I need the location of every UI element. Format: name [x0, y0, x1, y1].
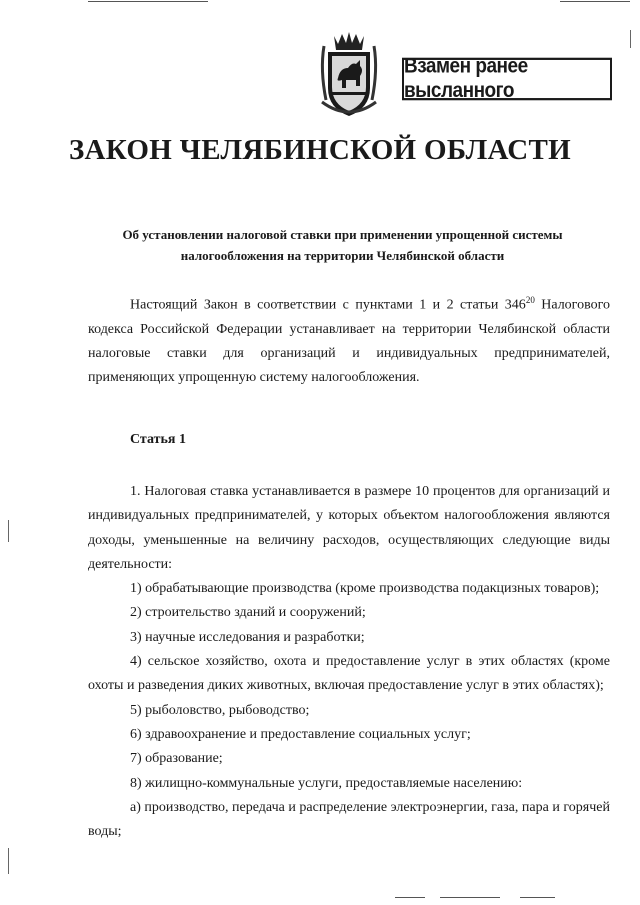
article-heading: Статья 1 [130, 432, 186, 447]
page-title: ЗАКОН ЧЕЛЯБИНСКОЙ ОБЛАСТИ [68, 134, 572, 166]
scan-top-line-right [560, 1, 630, 2]
scan-right-mark [630, 30, 631, 48]
chelyabinsk-coat-of-arms-icon [316, 30, 382, 120]
subtitle-line-1: Об установлении налоговой ставки при применении упрощенной системы [122, 227, 563, 242]
stamp-replacement: Взамен ранее высланного [402, 58, 612, 101]
list-item: 1) обрабатывающие производства (кроме производства подакцизных товаров); [130, 581, 600, 597]
list-item: 8) жилищно-коммунальные услуги, предоставляемые населению: [130, 775, 523, 791]
list-item: 7) образование; [130, 751, 223, 767]
paragraph: 1. Налоговая ставка устанавливается в размере 10 процентов для организаций и индивидуальных предпринимателей, у которых объектом налогообложения являются доходы, уменьшенные на величину расходов, осуществляющих следующие виды деятельности: [88, 484, 610, 572]
scan-bottom-line [395, 897, 425, 898]
list-item: 3) научные исследования и разработки; [130, 629, 365, 645]
article-number-superscript: 20 [525, 295, 535, 305]
article-content [88, 480, 610, 844]
scan-bottom-line-3 [520, 897, 555, 898]
scan-left-mark-lower [8, 848, 9, 874]
list-item: 6) здравоохранение и предоставление социальных услуг; [130, 726, 471, 742]
list-item: 4) сельское хозяйство, охота и предоставление услуг в этих областях (кроме охоты и разведения диких животных, включая предоставление услуг в этих областях); [88, 654, 610, 694]
intro-text-start: Настоящий Закон в соответствии с пунктами 1 и 2 статьи 346 [130, 297, 526, 313]
subtitle-line-2: налогообложения на территории Челябинской области [180, 248, 505, 263]
scan-bottom-line-2 [440, 897, 500, 898]
list-item: 2) строительство зданий и сооружений; [130, 605, 366, 621]
intro-text-end: Налогового кодекса Российской Федерации устанавливает на территории Челябинской области налоговые ставки для организаций и индивидуальных предпринимателей, применяющих упрощенную систему налогообложения. [88, 297, 610, 385]
document-subtitle [90, 224, 595, 266]
intro-paragraph [88, 288, 610, 390]
scan-top-line [88, 1, 208, 2]
list-item: а) производство, передача и распределение электроэнергии, газа, пара и горячей воды; [88, 799, 610, 840]
list-item: 5) рыболовство, рыбоводство; [130, 702, 310, 718]
scan-left-mark [8, 520, 9, 542]
